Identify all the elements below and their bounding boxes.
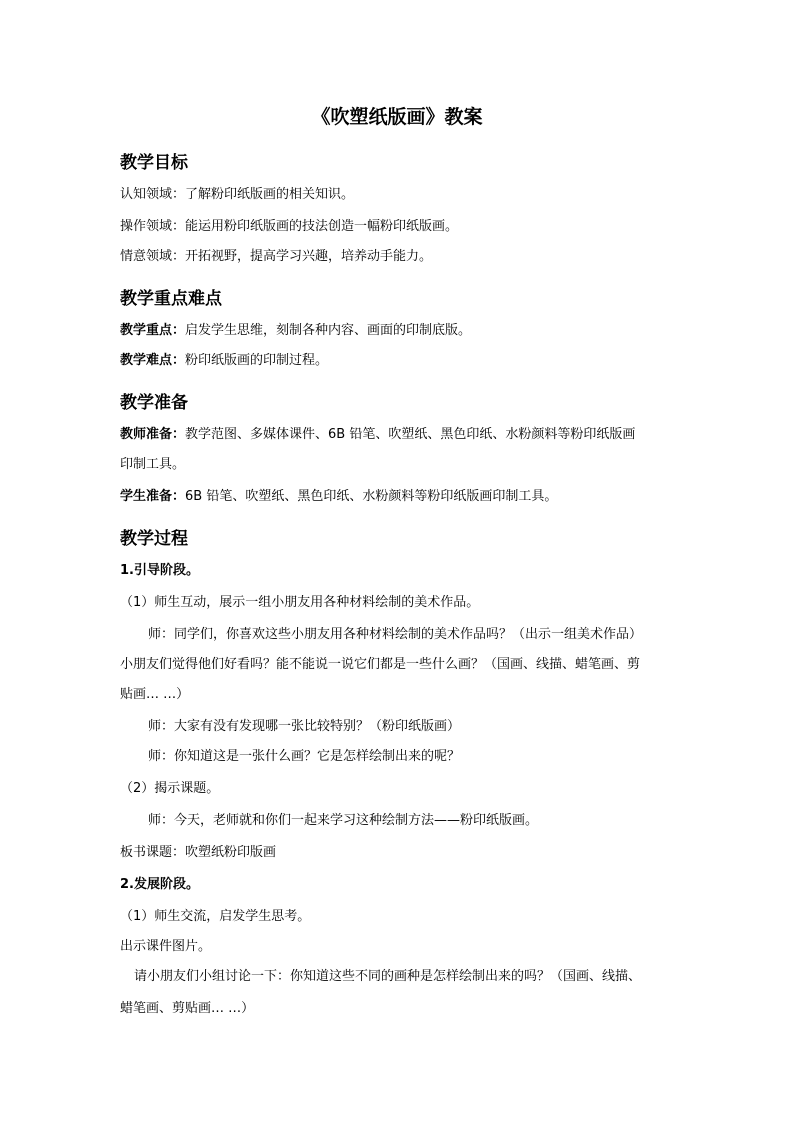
student-prep-label: 学生准备：: [120, 489, 186, 504]
difficulty-text: 粉印纸版画的印制过程。: [185, 353, 329, 368]
discussion-line-2: 蜡笔画、剪贴画… …）: [120, 1001, 255, 1016]
teacher-prep-label: 教师准备：: [120, 427, 186, 442]
teacher-line-1c: 贴画… …）: [120, 687, 190, 702]
stage-1-item-2: （2）揭示课题。: [120, 781, 220, 796]
heading-process: 教学过程: [120, 529, 188, 549]
heading-key-points: 教学重点难点: [120, 289, 222, 309]
student-prep-text: 6B 铅笔、吹塑纸、黑色印纸、水粉颜料等粉印纸版画印制工具。: [185, 489, 558, 504]
stage-2-title: 2.发展阶段。: [120, 877, 199, 892]
key-point-focus: [120, 322, 680, 340]
show-slides: 出示课件图片。: [120, 939, 212, 954]
stage-2-item-1: （1）师生交流，启发学生思考。: [120, 909, 311, 924]
discussion-line-1: 请小朋友们小组讨论一下：你知道这些不同的画种是怎样绘制出来的吗？（国画、线描、: [134, 969, 642, 984]
goal-cognitive: 认知领域：了解粉印纸版画的相关知识。: [120, 187, 355, 202]
key-point-difficulty: [120, 352, 680, 370]
stage-1-item-1: （1）师生互动，展示一组小朋友用各种材料绘制的美术作品。: [120, 595, 480, 610]
document-title: 《吹塑纸版画》教案: [311, 106, 483, 128]
teacher-line-4: 师：今天，老师就和你们一起来学习这种绘制方法——粉印纸版画。: [148, 813, 539, 828]
stage-1-title: 1.引导阶段。: [120, 563, 199, 578]
teacher-line-2: 师：大家有没有发现哪一张比较特别？（粉印纸版画）: [148, 719, 461, 734]
student-prep: [120, 488, 680, 506]
board-topic: 板书课题：吹塑纸粉印版画: [120, 845, 277, 860]
difficulty-label: 教学难点：: [120, 353, 186, 368]
focus-label: 教学重点：: [120, 323, 186, 338]
heading-teaching-goals: 教学目标: [120, 153, 188, 173]
focus-text: 启发学生思维，刻制各种内容、画面的印制底版。: [185, 323, 472, 338]
goal-affective: 情意领域：开拓视野，提高学习兴趣，培养动手能力。: [120, 249, 433, 264]
heading-preparation: 教学准备: [120, 393, 188, 413]
teacher-prep: [120, 426, 680, 444]
goal-operation: 操作领域：能运用粉印纸版画的技法创造一幅粉印纸版画。: [120, 219, 459, 234]
teacher-line-1b: 小朋友们觉得他们好看吗？能不能说一说它们都是一些什么画？（国画、线描、蜡笔画、剪: [120, 657, 641, 672]
teacher-line-3: 师：你知道这是一张什么画？它是怎样绘制出来的呢？: [148, 749, 461, 764]
teacher-prep-text: 教学范图、多媒体课件、6B 铅笔、吹塑纸、黑色印纸、水粉颜料等粉印纸版画: [185, 427, 636, 442]
teacher-line-1a: 师：同学们，你喜欢这些小朋友用各种材料绘制的美术作品吗？（出示一组美术作品）: [148, 627, 643, 642]
teacher-prep-cont: 印制工具。: [120, 457, 186, 472]
